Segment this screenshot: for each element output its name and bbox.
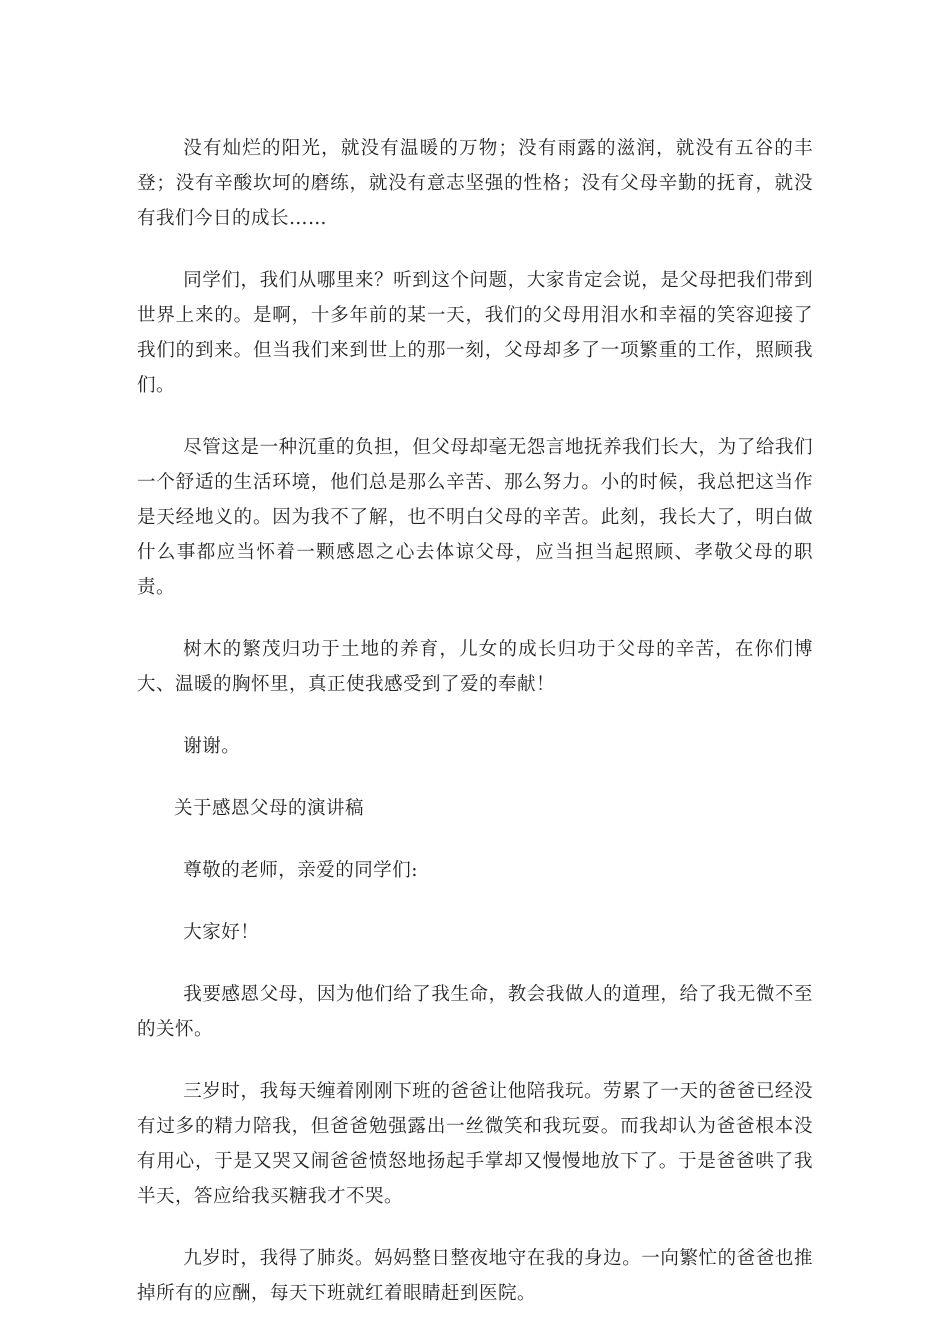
paragraph-trees: 树木的繁茂归功于土地的养育，儿女的成长归功于父母的辛苦，在你们博大、温暖的胸怀里，真正使我感受到了爱的奉献！ — [137, 639, 813, 695]
paragraph-salutation: 尊敬的老师，亲爱的同学们: — [183, 860, 418, 881]
paragraph-burden: 尽管这是一种沉重的负担，但父母却毫无怨言地抚养我们长大，为了给我们一个舒适的生活环境，他们总是那么辛苦、那么努力。小的时候，我总把这当作是天经地义的。因为我不了解，也不明白父母的辛苦。此刻，我长大了，明白做什么事都应当怀着一颗感恩之心去体谅父母，应当担当起照顾、孝敬父母的职责。 — [137, 437, 813, 598]
paragraph-thanks: 谢谢。 — [183, 736, 241, 757]
document-body — [137, 131, 813, 1338]
paragraph-greeting: 大家好！ — [183, 922, 260, 943]
paragraph-where-from: 同学们，我们从哪里来？听到这个问题，大家肯定会说，是父母把我们带到世界上来的。是啊，十多年前的某一天，我们的父母用泪水和幸福的笑容迎接了我们的到来。但当我们来到世上的那一刻，父母却多了一项繁重的工作，照顾我们。 — [137, 270, 813, 396]
paragraph-gratitude: 我要感恩父母，因为他们给了我生命，教会我做人的道理，给了我无微不至的关怀。 — [137, 984, 813, 1040]
paragraph-sunshine: 没有灿烂的阳光，就没有温暖的万物；没有雨露的滋润，就没有五谷的丰登；没有辛酸坎坷的磨练，就没有意志坚强的性格；没有父母辛勤的抚育，就没有我们今日的成长…… — [137, 138, 813, 229]
paragraph-age-nine: 九岁时，我得了肺炎。妈妈整日整夜地守在我的身边。一向繁忙的爸爸也推掉所有的应酬，每天下班就红着眼睛赶到医院。 — [137, 1248, 813, 1304]
section-title: 关于感恩父母的演讲稿 — [174, 798, 365, 819]
paragraph-age-three: 三岁时，我每天缠着刚刚下班的爸爸让他陪我玩。劳累了一天的爸爸已经没有过多的精力陪我，但爸爸勉强露出一丝微笑和我玩耍。而我却认为爸爸根本没有用心，于是又哭又闹爸爸愤怒地扬起手掌却又慢慢地放下了。于是爸爸哄了我半天，答应给我买糖我才不哭。 — [137, 1081, 813, 1207]
